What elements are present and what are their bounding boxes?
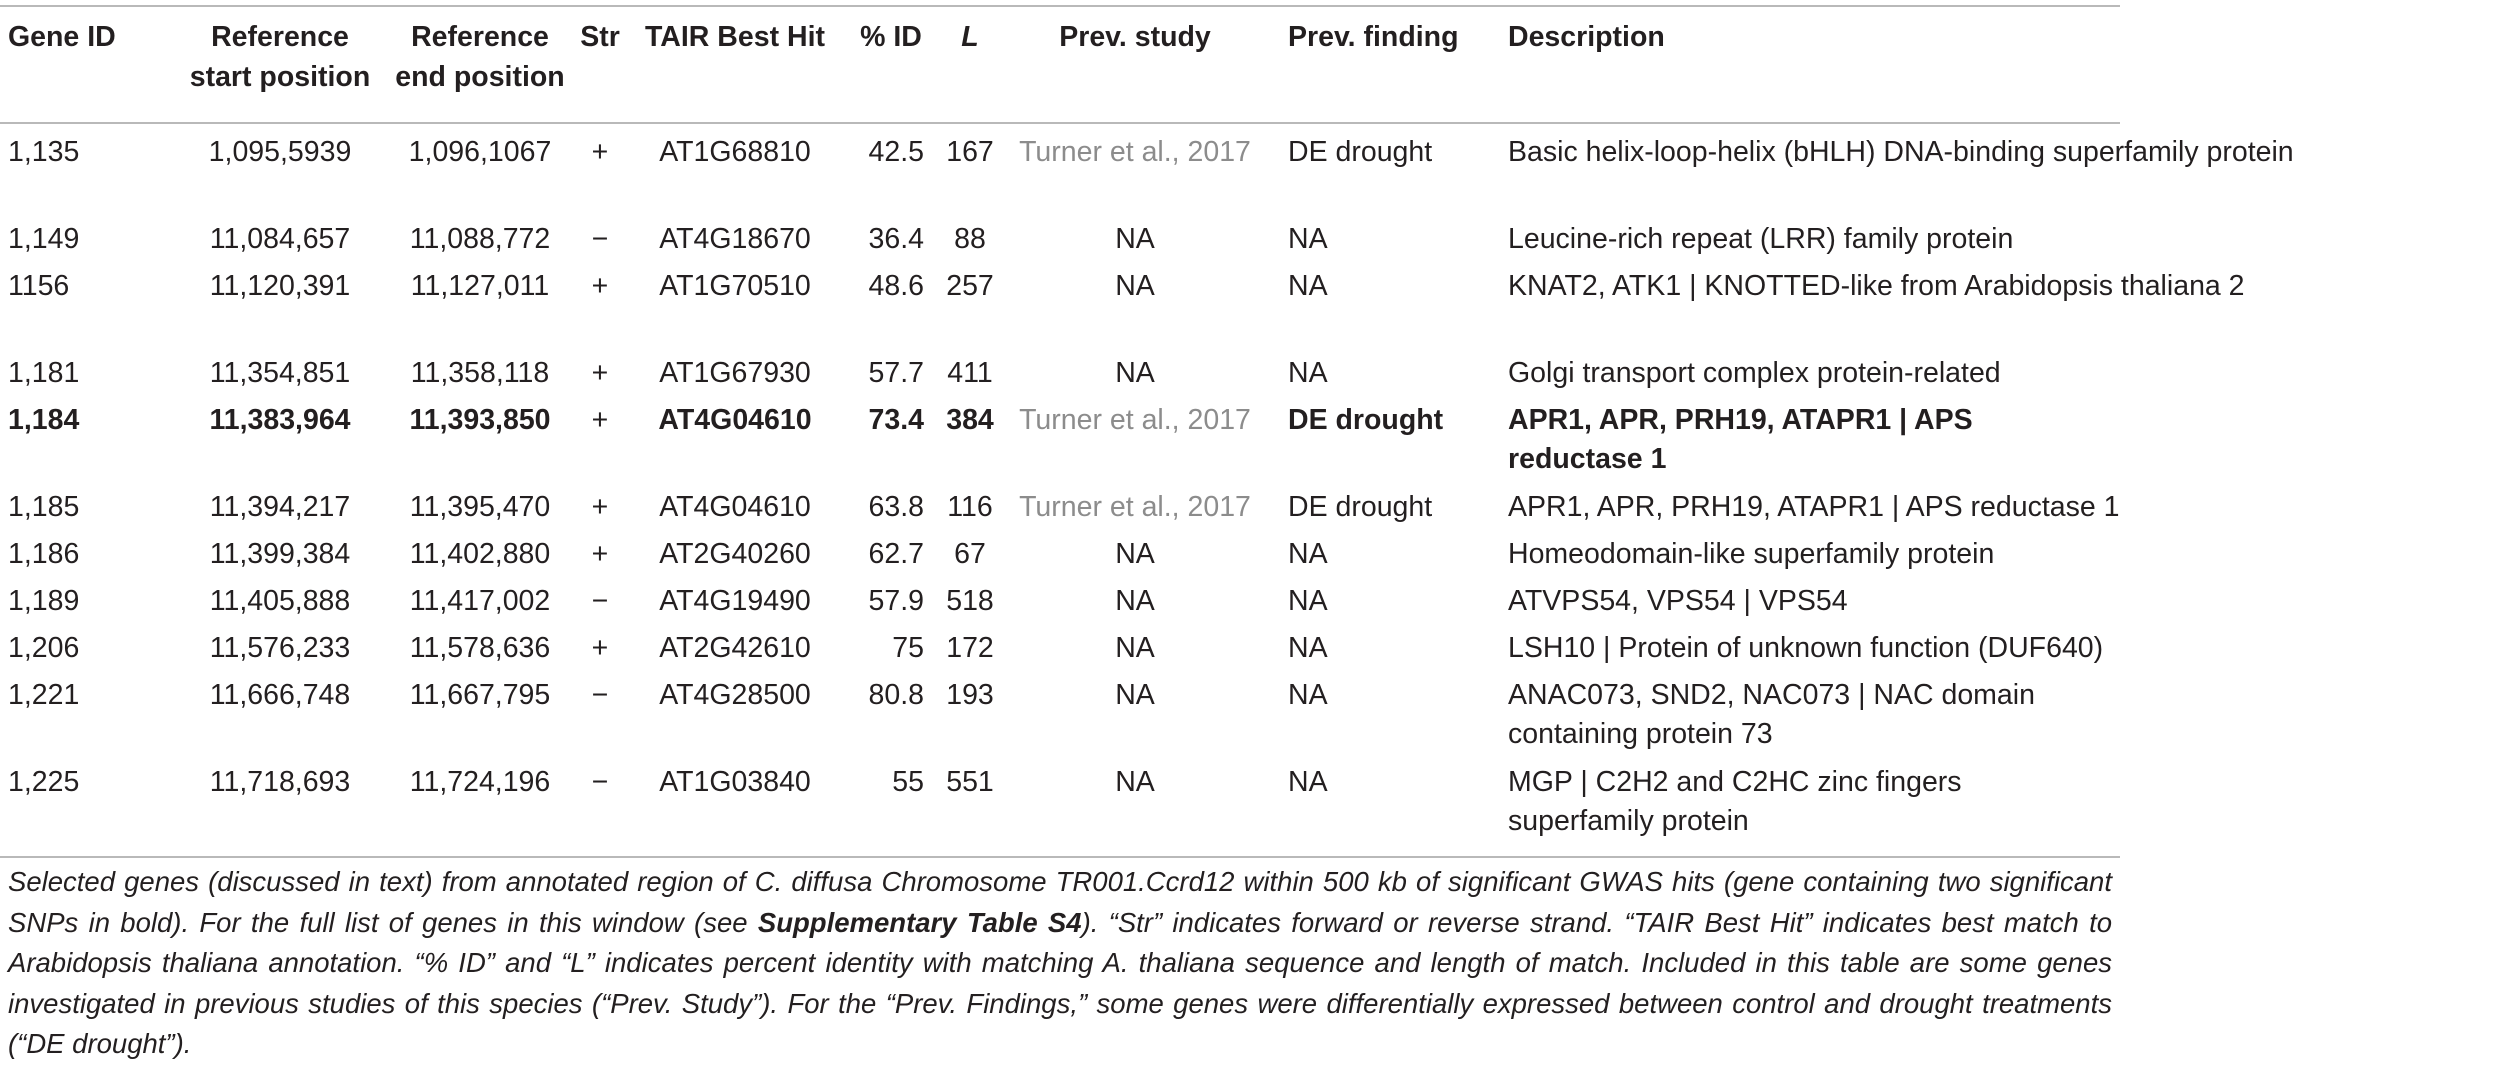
tair-hit: AT1G70510 [659, 270, 811, 302]
tair-hit: AT4G04610 [658, 404, 812, 436]
prev-finding: DE drought [1288, 136, 1433, 168]
tair-hit: AT2G40260 [659, 538, 811, 570]
caption-text-1: Selected genes (discussed in text) from annotated region of C. diffusa Chromosome TR001.Ccrd12 within 500 kb of significant GWAS hits (gene containing two significant SNPs in bold). For the full list of genes in this window (see [8, 866, 2112, 938]
percent-id: 63.8 [868, 491, 924, 523]
description: Homeodomain-like superfamily protein [1508, 538, 1995, 570]
ref-start: 11,084,657 [209, 223, 351, 255]
tair-hit: AT1G68810 [659, 136, 811, 168]
match-length: 88 [954, 223, 986, 255]
gene-id: 1,184 [8, 404, 80, 436]
ref-start: 11,394,217 [209, 491, 351, 523]
strand: − [591, 766, 609, 798]
ref-start: 11,666,748 [209, 679, 351, 711]
tair-hit: AT1G67930 [659, 357, 811, 389]
match-length: 193 [946, 679, 994, 711]
description: Leucine-rich repeat (LRR) family protein [1508, 223, 2014, 255]
ref-end: 11,088,772 [409, 223, 551, 255]
tair-hit: AT4G19490 [659, 585, 811, 617]
header-str: Str [580, 21, 620, 53]
gene-id: 1,135 [8, 136, 80, 168]
caption-text-2: ). “Str” indicates forward or reverse strand. “TAIR Best Hit” indicates best match to Arabidopsis thaliana annotation. “% ID” and “L” indicates percent identity with matching A. thaliana sequence and length of match. Included in this table are some genes investigated in previous studies of this species (“Prev. Study”). For the “Prev. Findings,” some genes were differentially expressed between control and drought treatments (“DE drought”). [8, 906, 2113, 1059]
description: Golgi transport complex protein-related [1508, 357, 2001, 389]
prev-finding: NA [1288, 223, 1328, 255]
percent-id: 57.7 [868, 357, 924, 389]
percent-id: 73.4 [868, 404, 924, 436]
gene-id: 1156 [8, 270, 70, 302]
gene-id: 1,206 [8, 632, 80, 664]
ref-start: 11,383,964 [209, 404, 351, 436]
ref-start: 11,354,851 [209, 357, 351, 389]
strand: + [591, 136, 609, 168]
prev-study: Turner et al., 2017 [1019, 491, 1251, 523]
percent-id: 48.6 [868, 270, 924, 302]
header-len: L [961, 21, 979, 53]
match-length: 167 [946, 136, 994, 168]
prev-study: NA [1115, 766, 1155, 798]
match-length: 551 [946, 766, 994, 798]
header-pid: % ID [860, 21, 922, 53]
ref-end: 11,667,795 [409, 679, 551, 711]
prev-finding: NA [1288, 632, 1328, 664]
prev-finding: NA [1288, 538, 1328, 570]
description: APR1, APR, PRH19, ATAPR1 | APS reductase 1 [1508, 404, 1973, 475]
match-length: 116 [947, 491, 993, 523]
strand: − [591, 679, 609, 711]
ref-end: 11,358,118 [410, 357, 550, 389]
percent-id: 62.7 [868, 538, 924, 570]
ref-end: 11,393,850 [409, 404, 551, 436]
ref-end: 11,402,880 [409, 538, 551, 570]
header-prev-finding: Prev. finding [1288, 21, 1459, 53]
prev-finding: NA [1288, 270, 1328, 302]
tair-hit: AT4G18670 [659, 223, 811, 255]
prev-study: NA [1115, 538, 1155, 570]
tair-hit: AT1G03840 [659, 766, 811, 798]
percent-id: 42.5 [868, 136, 924, 168]
header-ref-end-2: end position [395, 61, 565, 93]
gene-id: 1,225 [8, 766, 80, 798]
table-caption [8, 862, 2112, 1065]
header-description: Description [1508, 21, 1665, 53]
percent-id: 75 [892, 632, 924, 664]
strand: + [591, 632, 609, 664]
supplementary-table-link[interactable]: Supplementary Table S4 [757, 906, 1082, 938]
gene-id: 1,149 [8, 223, 80, 255]
strand: + [591, 270, 609, 302]
tair-hit: AT4G28500 [659, 679, 811, 711]
match-length: 172 [946, 632, 994, 664]
strand: + [591, 491, 609, 523]
header-rule [0, 122, 2120, 124]
gene-id: 1,181 [8, 357, 80, 389]
strand: + [591, 538, 609, 570]
tair-hit: AT4G04610 [659, 491, 811, 523]
prev-study: NA [1115, 585, 1155, 617]
ref-end: 11,578,636 [409, 632, 551, 664]
strand: + [591, 357, 609, 389]
percent-id: 55 [892, 766, 924, 798]
prev-study: NA [1115, 632, 1155, 664]
ref-start: 11,405,888 [209, 585, 351, 617]
match-length: 257 [946, 270, 994, 302]
header-ref-start-2: start position [189, 61, 371, 93]
description: ANAC073, SND2, NAC073 | NAC domain containing protein 73 [1508, 679, 2035, 750]
match-length: 67 [954, 538, 986, 570]
match-length: 384 [946, 404, 994, 436]
percent-id: 36.4 [868, 223, 924, 255]
ref-end: 11,417,002 [409, 585, 551, 617]
ref-start: 1,095,5939 [208, 136, 352, 168]
prev-study: Turner et al., 2017 [1019, 404, 1251, 436]
header-ref-end-1: Reference [411, 21, 549, 53]
ref-end: 11,127,011 [410, 270, 550, 302]
ref-end: 1,096,1067 [408, 136, 552, 168]
tair-hit: AT2G42610 [659, 632, 811, 664]
prev-finding: DE drought [1288, 404, 1444, 436]
prev-finding: NA [1288, 585, 1328, 617]
gene-id: 1,185 [8, 491, 80, 523]
prev-study: Turner et al., 2017 [1019, 136, 1251, 168]
top-rule [0, 5, 2120, 7]
prev-finding: NA [1288, 357, 1328, 389]
header-tair: TAIR Best Hit [645, 21, 825, 53]
gene-id: 1,221 [8, 679, 80, 711]
prev-study: NA [1115, 270, 1155, 302]
match-length: 518 [946, 585, 994, 617]
prev-finding: DE drought [1288, 491, 1433, 523]
description: LSH10 | Protein of unknown function (DUF640) [1508, 632, 2104, 664]
match-length: 411 [947, 357, 993, 389]
description: Basic helix-loop-helix (bHLH) DNA-binding superfamily protein [1508, 136, 2294, 168]
gene-id: 1,189 [8, 585, 80, 617]
strand: + [591, 404, 609, 436]
percent-id: 80.8 [868, 679, 924, 711]
ref-start: 11,718,693 [209, 766, 351, 798]
description: KNAT2, ATK1 | KNOTTED-like from Arabidopsis thaliana 2 [1508, 270, 2245, 302]
prev-study: NA [1115, 357, 1155, 389]
ref-start: 11,576,233 [209, 632, 351, 664]
header-ref-start-1: Reference [211, 21, 349, 53]
ref-end: 11,395,470 [409, 491, 551, 523]
prev-study: NA [1115, 223, 1155, 255]
prev-finding: NA [1288, 679, 1328, 711]
header-prev-study: Prev. study [1059, 21, 1211, 53]
gene-id: 1,186 [8, 538, 80, 570]
prev-finding: NA [1288, 766, 1328, 798]
ref-end: 11,724,196 [409, 766, 551, 798]
description: APR1, APR, PRH19, ATAPR1 | APS reductase 1 [1508, 491, 2120, 523]
header-gene-id: Gene ID [8, 21, 116, 53]
bottom-rule [0, 856, 2120, 858]
description: ATVPS54, VPS54 | VPS54 [1508, 585, 1848, 617]
prev-study: NA [1115, 679, 1155, 711]
description: MGP | C2H2 and C2HC zinc fingers superfamily protein [1508, 766, 1962, 837]
strand: − [591, 223, 609, 255]
ref-start: 11,120,391 [209, 270, 351, 302]
percent-id: 57.9 [868, 585, 924, 617]
ref-start: 11,399,384 [209, 538, 351, 570]
strand: − [591, 585, 609, 617]
